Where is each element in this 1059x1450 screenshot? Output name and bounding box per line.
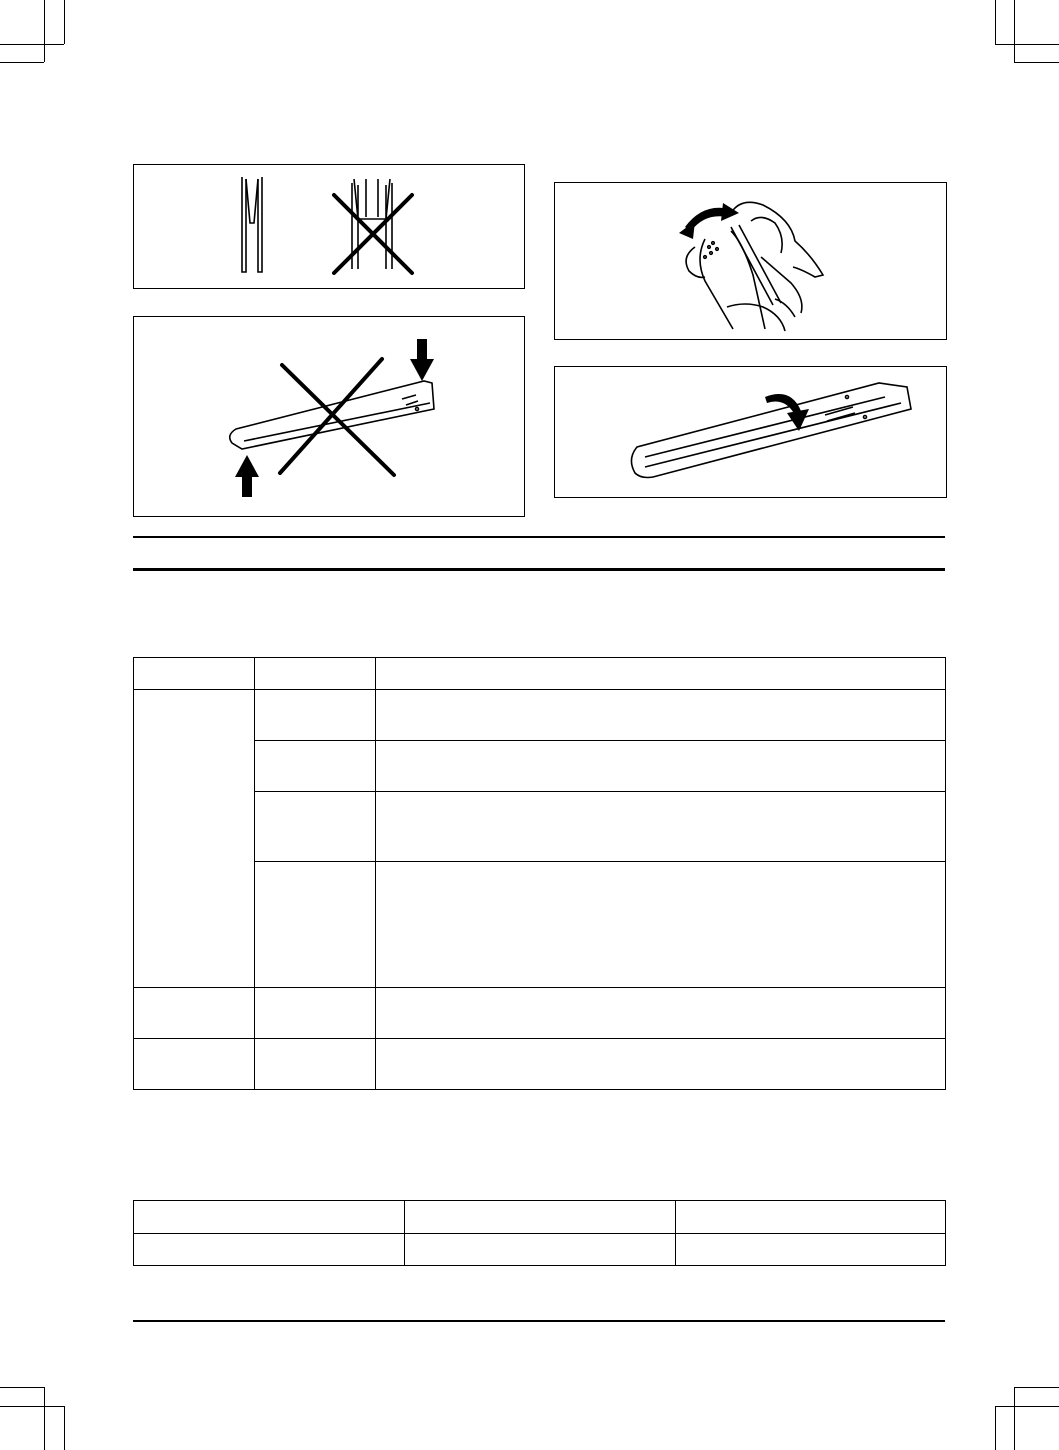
table-row <box>134 1201 946 1234</box>
footer-rule <box>133 1320 945 1322</box>
table-cell <box>255 792 376 862</box>
table-cell <box>255 690 376 741</box>
cross-icon <box>334 195 412 273</box>
table-cell <box>676 1234 946 1266</box>
table-cell <box>134 658 255 690</box>
table-cell <box>376 690 946 741</box>
bar-groove-ok-icon <box>242 177 262 272</box>
table-cell <box>405 1201 676 1234</box>
table-cell <box>376 1039 946 1090</box>
guide-bar-icon <box>700 231 765 329</box>
table-row <box>134 1039 946 1090</box>
specs-table <box>133 1200 946 1266</box>
section-rule-bottom <box>133 568 945 571</box>
up-arrow-icon <box>235 455 259 497</box>
table-cell <box>255 658 376 690</box>
table-cell <box>134 1201 405 1234</box>
down-arrow-icon <box>410 339 434 381</box>
table-row <box>134 988 946 1039</box>
table-cell <box>376 792 946 862</box>
table-row <box>134 1234 946 1266</box>
table-cell <box>255 862 376 988</box>
table-cell <box>255 988 376 1039</box>
table-cell <box>255 1039 376 1090</box>
table-row <box>134 792 946 862</box>
figure-bar-turn <box>554 366 947 498</box>
section-rule-top <box>133 536 945 538</box>
figure-bar-bent <box>133 316 525 517</box>
figure-groove-check <box>133 164 525 289</box>
table-cell <box>255 741 376 792</box>
table-cell <box>134 1039 255 1090</box>
rotate-arrow-icon <box>679 203 739 239</box>
table-cell <box>405 1234 676 1266</box>
table-cell <box>134 988 255 1039</box>
table-row <box>134 862 946 988</box>
figure-bar-burr-file <box>554 182 947 340</box>
bar-groove-worn-icon <box>352 179 392 269</box>
table-row <box>134 690 946 741</box>
table-cell <box>676 1201 946 1234</box>
maintenance-table <box>133 657 946 1090</box>
table-cell <box>134 1234 405 1266</box>
table-cell <box>376 658 946 690</box>
table-cell <box>376 741 946 792</box>
table-row <box>134 741 946 792</box>
table-cell <box>134 690 255 988</box>
table-row <box>134 658 946 690</box>
hand-icon <box>686 202 823 331</box>
table-cell <box>376 862 946 988</box>
cross-icon <box>280 359 394 475</box>
table-cell <box>376 988 946 1039</box>
file-icon <box>731 225 781 305</box>
